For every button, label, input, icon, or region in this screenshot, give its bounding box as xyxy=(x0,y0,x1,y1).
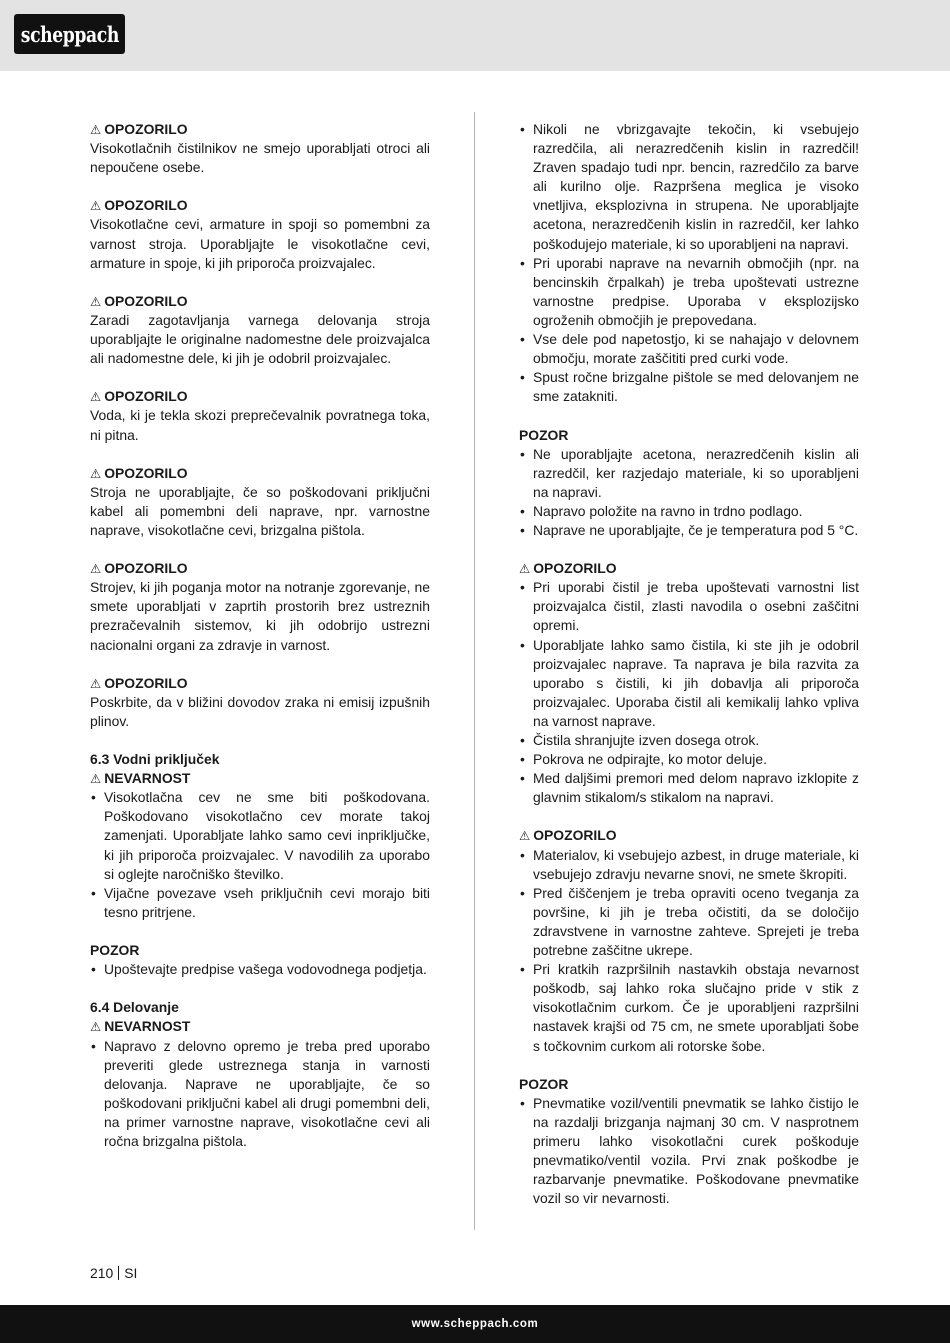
warning-triangle-icon: ⚠ xyxy=(90,465,102,481)
section-water-connection xyxy=(90,750,430,922)
warning-label: OPOZORILO xyxy=(104,121,188,137)
warning-label: OPOZORILO xyxy=(104,388,188,405)
warning-text: Visokotlačnih čistilnikov ne smejo uporabljati otroci ali nepoučene osebe. xyxy=(90,140,430,176)
warning-block xyxy=(90,120,430,177)
warning-text: Visokotlačne cevi, armature in spoji so pomembni za varnost stroja. Uporabljajte le visokotlačne cevi, armature in spoje, ki jih priporoča proizvajalec. xyxy=(90,216,430,271)
warning-triangle-icon: ⚠ xyxy=(90,1019,102,1035)
continued-list xyxy=(519,120,859,406)
warning-block xyxy=(519,559,859,807)
warning-triangle-icon: ⚠ xyxy=(90,122,102,137)
list-item: • Med daljšimi premori med delom napravo izklopite z glavnim stikalom/s stikalom na napravi. xyxy=(519,769,859,807)
pozor-label: POZOR xyxy=(519,426,569,443)
left-column xyxy=(90,120,430,1170)
list-item: • Pri kratkih razpršilnih nastavkih obstaja nevarnost poškodb, saj lahko roka slučajno pride v stik z visokotlačnim curkom. Če je uporabljeni razpršilni nastavek krajši od 75 cm, ne smete uporabljati šobe s točkovnim curkom ali rotorske šobe. xyxy=(519,960,859,1055)
list-item: • Napravo z delovno opremo je treba pred uporabo preveriti glede ustreznega stanja in varnosti delovanja. Naprave ne uporabljajte, če so poškodovani priključni kabel ali drugi pomembni deli, na primer varnostne naprave, visokotlačne cevi ali ročna brizgalna pištola. xyxy=(90,1037,430,1152)
page-number-separator xyxy=(118,1266,119,1280)
pozor-list xyxy=(519,445,859,540)
pozor-list xyxy=(90,960,430,979)
page-number xyxy=(90,1265,137,1281)
danger-list xyxy=(90,788,430,922)
warning-triangle-icon: ⚠ xyxy=(90,198,102,214)
warning-triangle-icon: ⚠ xyxy=(90,389,102,405)
warning-block xyxy=(90,387,430,444)
warning-block xyxy=(90,559,430,654)
section-title: 6.3 Vodni priključek xyxy=(90,751,220,768)
list-item: • Napravo položite na ravno in trdno podlago. xyxy=(519,502,859,521)
list-item: • Pred čiščenjem je treba opraviti oceno tveganja za površine, ki jih je treba očistiti, da se določijo zdravstvene in varnostne zahteve. Sprejeti je treba potrebne zaščitne ukrepe. xyxy=(519,884,859,960)
warning-triangle-icon: ⚠ xyxy=(90,675,102,691)
warning-list xyxy=(519,846,859,1056)
warning-list xyxy=(519,578,859,807)
continued-list-block xyxy=(519,120,859,406)
warning-triangle-icon: ⚠ xyxy=(519,561,531,577)
warning-label: OPOZORILO xyxy=(104,197,188,214)
list-item: • Ne uporabljajte acetona, nerazredčenih kislin ali razredčil, ker razjedajo materiale, ki so uporabljeni na napravi. xyxy=(519,445,859,502)
list-item: • Pokrova ne odpirajte, ko motor deluje. xyxy=(519,750,859,769)
scheppach-logo xyxy=(14,14,125,54)
page-language: SI xyxy=(124,1265,138,1281)
warning-triangle-icon: ⚠ xyxy=(90,771,102,787)
pozor-list xyxy=(519,1094,859,1209)
warning-triangle-icon: ⚠ xyxy=(90,561,102,577)
pozor-label: POZOR xyxy=(519,1075,569,1092)
warning-text: Stroja ne uporabljajte, če so poškodovani priključni kabel ali pomembni deli naprave, npr. varnostne naprave, visokotlačne cevi, brizgalna pištola. xyxy=(90,483,430,538)
list-item: • Pri uporabi naprave na nevarnih območjih (npr. na bencinskih črpalkah) je treba upoštevati ustrezne varnostne predpise. Uporaba v eksplozijsko ogroženih območjih je prepovedana. xyxy=(519,254,859,330)
warning-text: Voda, ki je tekla skozi preprečevalnik povratnega toka, ni pitna. xyxy=(90,407,430,443)
warning-text: Poskrbite, da v bližini dovodov zraka ni emisij izpušnih plinov. xyxy=(90,693,430,729)
pozor-block xyxy=(90,941,430,979)
list-item: • Pri uporabi čistil je treba upoštevati varnostni list proizvajalca čistil, zlasti navodila o osebni zaščitni opremi. xyxy=(519,578,859,635)
right-column xyxy=(519,120,859,1227)
page-footer xyxy=(0,1305,950,1343)
section-title: 6.4 Delovanje xyxy=(90,999,179,1016)
column-divider xyxy=(474,112,475,1230)
logo-text: scheppach xyxy=(20,21,119,47)
warning-triangle-icon: ⚠ xyxy=(519,828,531,844)
list-item: • Vse dele pod napetostjo, ki se nahajajo v delovnem območju, morate zaščititi pred curki vode. xyxy=(519,330,859,368)
pozor-label: POZOR xyxy=(90,942,140,959)
pozor-block xyxy=(519,1075,859,1209)
list-item: • Uporabljate lahko samo čistila, ki ste jih je odobril proizvajalec naprave. Ta naprava je bila razvita za uporabo s čistili, ki jih dobavlja ali priporoča proizvajalec. Uporaba čistil ali kemikalij lahko vpliva na varnost naprave. xyxy=(519,636,859,731)
list-item: • Čistila shranjujte izven dosega otrok. xyxy=(519,731,859,750)
warning-text: Zaradi zagotavljanja varnega delovanja stroja uporabljajte le originalne nadomestne dele proizvajalca ali nadomestne dele, ki jih je odobril proizvajalec. xyxy=(90,311,430,367)
danger-list xyxy=(90,1037,430,1152)
warning-block xyxy=(90,292,430,368)
warning-label: OPOZORILO xyxy=(533,560,617,577)
warning-block xyxy=(519,826,859,1055)
page-header xyxy=(0,0,950,71)
list-item: • Visokotlačna cev ne sme biti poškodovana. Poškodovano visokotlačno cev morate takoj zamenjati. Uporabljate lahko samo cevi inpriključke, ki jih priporoča proizvajalec. V navodilih za uporabo si oglejte naročniško številko. xyxy=(90,788,430,883)
warning-label: OPOZORILO xyxy=(104,464,188,481)
warning-triangle-icon: ⚠ xyxy=(90,293,102,309)
page-number-value: 210 xyxy=(90,1265,114,1281)
footer-url[interactable]: www.scheppach.com xyxy=(411,1318,539,1330)
warning-block xyxy=(90,196,430,272)
list-item: • Vijačne povezave vseh priključnih cevi morajo biti tesno pritrjene. xyxy=(90,884,430,922)
warning-label: OPOZORILO xyxy=(533,827,617,844)
list-item: • Nikoli ne vbrizgavajte tekočin, ki vsebujejo razredčila, ali nerazredčenih kislin in razredčil! Zraven spadajo tudi npr. bencin, razredčilo za barve ali kurilno olje. Razpršena meglica je visoko vnetljiva, eksplozivna in strupena. Ne uporabljajte acetona, nerazredčenih kislin in razredčil, ker lahko poškodujejo materiale, ki so uporabljeni na napravi. xyxy=(519,120,859,254)
warning-block xyxy=(90,674,430,731)
list-item: • Naprave ne uporabljajte, če je temperatura pod 5 °C. xyxy=(519,521,859,540)
section-operation xyxy=(90,998,430,1151)
pozor-block xyxy=(519,426,859,541)
list-item: • Pnevmatike vozil/ventili pnevmatik se lahko čistijo le na razdalji brizganja najmanj 30 cm. V nasprotnem primeru lahko visokotlačni curek poškoduje pnevmatiko/ventil vozila. Prvi znak poškodbe je razbarvanje pnevmatike. Poškodovane pnevmatike vozil so vir nevarnosti. xyxy=(519,1094,859,1209)
list-item: • Upoštevajte predpise vašega vodovodnega podjetja. xyxy=(90,960,430,979)
warning-label: OPOZORILO xyxy=(104,292,188,309)
list-item: • Materialov, ki vsebujejo azbest, in druge materiale, ki vsebujejo zdravju nevarne snovi, ne smete škropiti. xyxy=(519,846,859,884)
list-item: • Spust ročne brizgalne pištole se med delovanjem ne sme zatakniti. xyxy=(519,368,859,406)
warning-label: OPOZORILO xyxy=(104,674,188,691)
warning-block xyxy=(90,464,430,540)
warning-label: OPOZORILO xyxy=(104,560,188,577)
danger-label: NEVARNOST xyxy=(104,770,191,787)
warning-text: Strojev, ki jih poganja motor na notranje zgorevanje, ne smete uporabljati v zaprtih prostorih brez ustreznih prezračevalnih sistemov, ki jih odobrijo ustrezni nacionalni organi za zdravje in varnost. xyxy=(90,579,430,653)
danger-label: NEVARNOST xyxy=(104,1018,191,1035)
